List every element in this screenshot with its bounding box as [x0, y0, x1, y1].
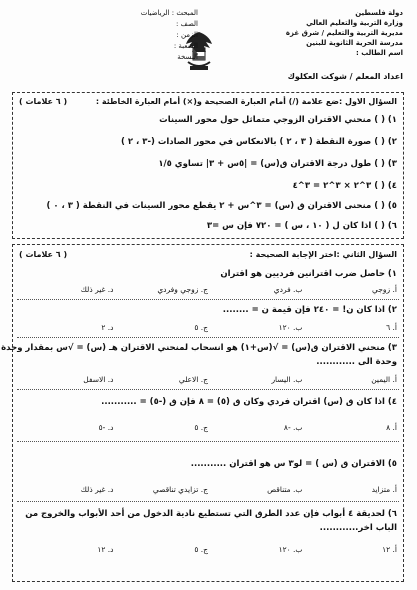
true-false-item: ١) ( ) منحني الاقتران الزوجي متماثل حول محور السينات: [159, 115, 397, 125]
divider: [17, 389, 399, 390]
section-label: الشعبة :: [173, 42, 198, 50]
option-a: أ. ٨: [386, 423, 397, 432]
header-line: مدرسة الحرية الثانوية للبنين: [306, 39, 403, 47]
student-name-label: اسم الطالب :: [356, 49, 403, 57]
option-b: ب. ١٢٠: [278, 545, 303, 554]
option-b: ب. فردي: [273, 285, 303, 294]
header-line: وزارة التربية والتعليم العالي: [306, 19, 403, 27]
true-false-item: ٢) ( ) صورة النقطة ( ٣ ، ٢ ) بالانعكاس في محور الصادات (-٣ ، ٢ ): [121, 137, 397, 147]
option-a: أ. متزايد: [371, 485, 397, 494]
option-d: د. -٥: [98, 423, 114, 432]
true-false-item: ٥) ( ) منحنى الاقتران ق (س) = ٣^س + ٢ يقطع محور السينات في النقطة ( ٣ ، ٠ ): [46, 201, 397, 211]
option-d: د. غير ذلك: [80, 285, 114, 294]
option-a: أ. زوجي: [372, 285, 397, 294]
option-c: ج. تزايدي تناقصي: [152, 485, 208, 494]
option-c: ج. الاعلي: [178, 375, 208, 384]
mcq-options: [19, 323, 397, 332]
divider: [17, 337, 399, 338]
mcq-question: ٦) لحديقة ٤ أبواب فإن عدد الطرق التي تستطيع نادية الدخول من أحد الأبواب والخروج من: [25, 509, 397, 519]
mcq-question: ٣) منحني الاقتران ق(س) = √(س+١) هو انسحاب لمنحني الاقتران هـ (س) = √س بمقدار وحدة: [1, 343, 397, 353]
question-one-header: [19, 97, 397, 106]
mcq-question-cont: الباب اخر............: [319, 523, 397, 533]
question-two-title: السؤال الثاني :اختر الإجابة الصحيحة :: [249, 250, 397, 259]
header-line: مديرية التربية والتعليم / شرق غزة: [285, 29, 403, 37]
option-c: ج. ٥: [194, 423, 208, 432]
option-d: د. ١٢: [97, 545, 114, 554]
option-d: د. الاسفل: [83, 375, 114, 384]
question-two-marks: ( ٦ علامات ): [19, 250, 68, 259]
mcq-options: [19, 545, 397, 554]
option-c: ج. ٥: [194, 545, 208, 554]
question-one-title: السؤال الاول :ضع علامة (/) أمام العبارة الصحيحة و(×) أمام العبارة الخاطئة :: [95, 97, 397, 106]
option-a: أ. اليمين: [371, 375, 397, 384]
true-false-item: ٤) ( ) ٣^٢ × ٣^٢ = ٣^٤: [292, 181, 397, 191]
option-a: أ. ١٢: [382, 545, 397, 554]
mcq-question-cont: وحدة الى ............: [316, 357, 397, 367]
divider: [17, 501, 399, 502]
option-b: ب. متناقص: [267, 485, 303, 494]
prepared-by: اعداد المعلم / شوكت العكلوك: [287, 72, 403, 81]
mcq-options: [19, 485, 397, 494]
option-b: ب. -٨: [283, 423, 303, 432]
option-d: د. ٢: [101, 323, 114, 332]
time-label: الزمن :: [176, 31, 198, 39]
grade-label: الصف :: [176, 20, 198, 28]
question-one-box: [12, 92, 404, 239]
question-one-marks: ( ٦ علامات ): [19, 97, 68, 106]
true-false-item: ٦) ( ) اذا كان ل ( ١٠ ، س ) = ٧٢٠ فإن س =٣: [206, 221, 397, 231]
version-label: النسخة: [177, 53, 198, 61]
school-header: [253, 8, 403, 58]
mcq-question: ١) حاصل ضرب اقترانين فرديين هو اقتران: [220, 269, 397, 279]
option-b: ب. ١٢٠: [278, 323, 303, 332]
mcq-question: ٤) اذا كان ق (س) اقتران فردي وكان ق (٥) = ٨ فإن ق (-٥) = ...........: [101, 397, 397, 407]
mcq-question: ٥) الاقتران ق (س ) = لو٣ س هو اقتران ...........: [190, 459, 397, 469]
divider: [17, 299, 399, 300]
mcq-options: [19, 423, 397, 432]
header-line: دولة فلسطين: [355, 9, 403, 17]
mcq-options: [19, 375, 397, 384]
exam-info-header: [58, 8, 198, 63]
option-d: د. غير ذلك: [80, 485, 114, 494]
question-two-header: [19, 250, 397, 259]
option-c: ج. ٥: [194, 323, 208, 332]
true-false-item: ٣) ( ) طول درجة الاقتران ق(س) = |٥س + ٣| تساوي ١/٥: [158, 159, 397, 169]
mcq-question: ٢) اذا كان ن! = ٢٤٠ فإن قيمة ن = ........: [222, 305, 397, 315]
question-two-box: [1, 244, 404, 582]
option-a: أ. ٦: [386, 323, 397, 332]
subject-label: المبحث : الرياضيات: [140, 9, 198, 17]
divider: [17, 441, 399, 442]
option-c: ج. زوجي وفردي: [157, 285, 208, 294]
option-b: ب. اليسار: [271, 375, 303, 384]
mcq-options: [19, 285, 397, 294]
